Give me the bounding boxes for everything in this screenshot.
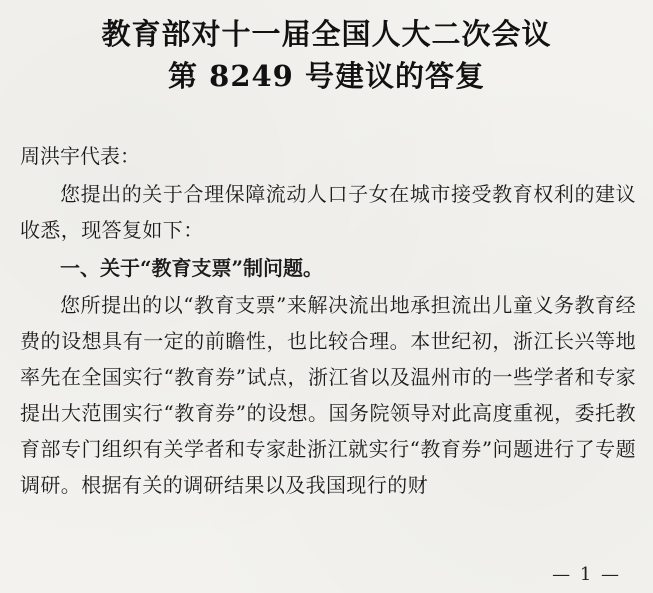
section-heading-1: 一、关于“教育支票”制问题。: [60, 256, 324, 280]
paragraph-intro: 您提出的关于合理保障流动人口子女在城市接受教育权利的建议收悉，现答复如下：: [20, 182, 636, 242]
paragraph-education-voucher: 您所提出的以“教育支票”来解决流出地承担流出儿童义务教育经费的设想具有一定的前瞻性，也比较合理。本世纪初，浙江长兴等地率先在全国实行“教育券”试点，浙江省以及温州市的一些学者和专家提出大范围实行“教育券”的设想。国务院领导对此高度重视，委托教育部专门组织有关学者和专家赴浙江就实行“教育券”问题进行了专题调研。根据有关的调研结果以及我国现行的财: [20, 293, 636, 497]
page-number: — 1 —: [552, 564, 621, 585]
salutation: 周洪宇代表：: [20, 144, 140, 168]
document-title-line-1: 教育部对十一届全国人大二次会议: [101, 17, 552, 51]
document-title-line-2: 第 8249 号建议的答复: [168, 59, 485, 93]
